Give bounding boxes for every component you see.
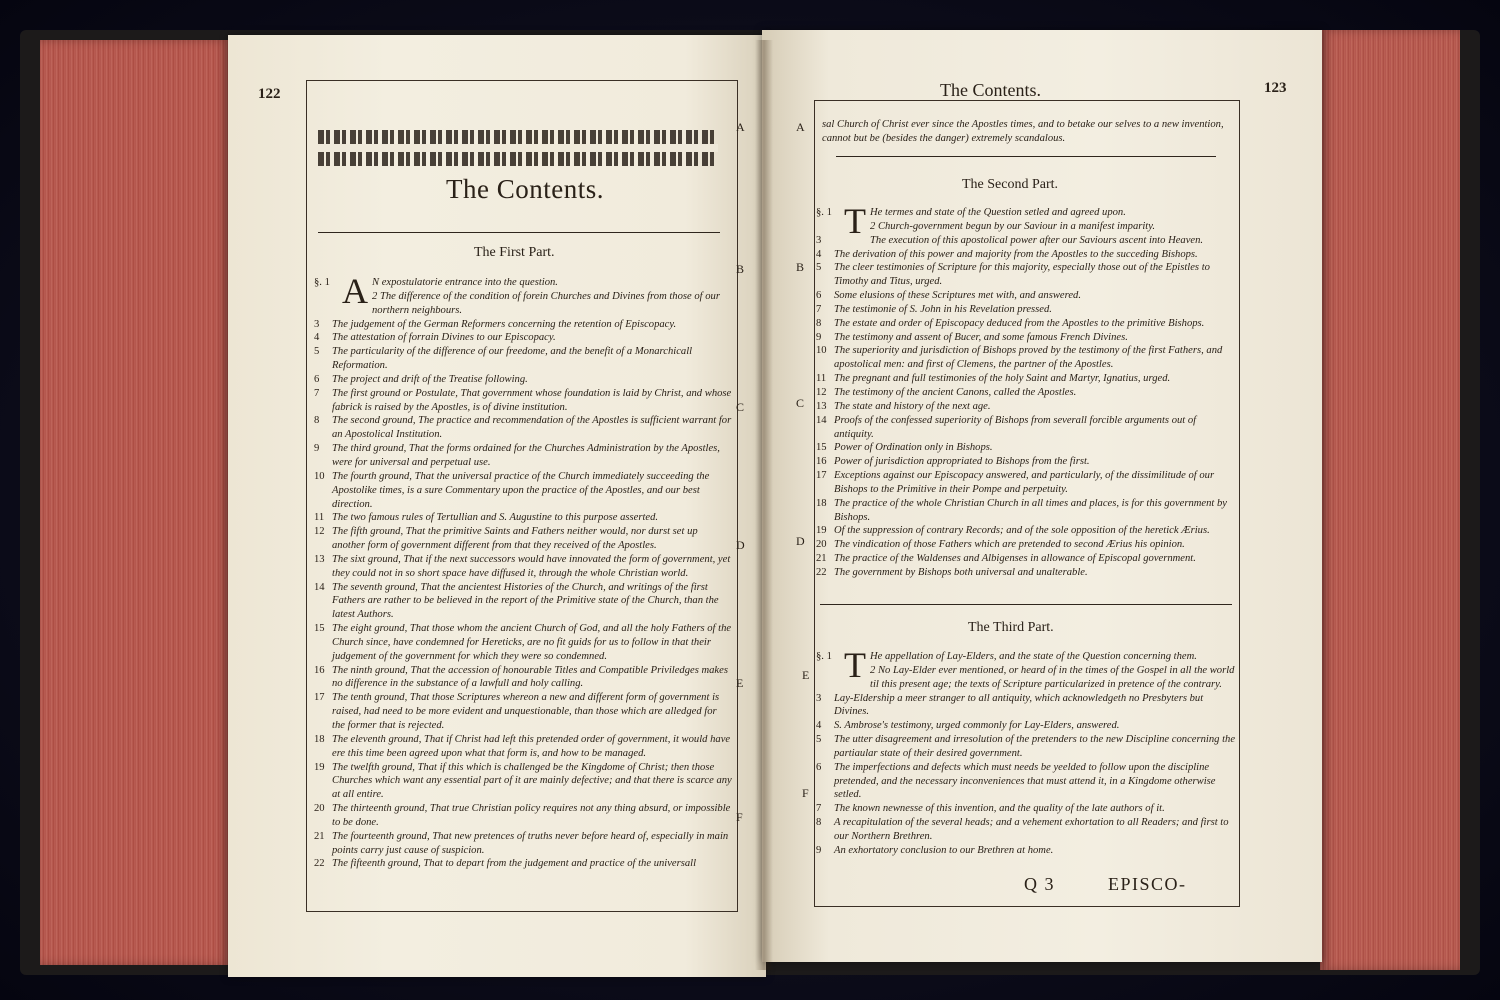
toc-entry xyxy=(310,414,732,442)
entry-number: 8 xyxy=(816,317,822,329)
toc-entry xyxy=(310,511,732,525)
entry-number: 14 xyxy=(816,414,827,426)
entry-text: The third ground, That the forms ordained for the Churches Administration by the Apostles, were for universal and perpetual use. xyxy=(332,443,720,468)
entry-text: The thirteenth ground, That true Christian policy requires not any thing absurd, or impossible to be done. xyxy=(332,803,731,828)
entry-text: 2 The difference of the condition of forein Churches and Divines from those of our northern neighbours. xyxy=(372,290,720,316)
entry-number: 16 xyxy=(816,456,827,468)
left-page-number: 122 xyxy=(258,86,281,102)
margin-letter-d: D xyxy=(736,538,745,552)
toc-entry xyxy=(812,400,1236,414)
toc-entry xyxy=(812,524,1236,538)
drop-cap: T xyxy=(844,201,866,241)
toc-entry xyxy=(310,373,732,387)
entry-text: The tenth ground, That those Scriptures whereon a new and different form of government is raised, had need to be more evident and unquestionable, than those which are alledged for the former that is rejected. xyxy=(332,692,720,731)
entry-number: 9 xyxy=(314,443,320,455)
entry-text: Lay-Eldership a meer stranger to all antiquity, which acknowledgeth no Presbyters but Divines. xyxy=(834,692,1204,718)
toc-entry xyxy=(812,816,1236,844)
toc-entry xyxy=(812,664,1236,692)
entry-number: 5 xyxy=(816,734,822,746)
contents-title: The Contents. xyxy=(446,174,604,204)
entry-number: 18 xyxy=(314,733,325,745)
entry-number: 4 xyxy=(314,332,320,344)
entry-number: 11 xyxy=(314,512,325,524)
toc-entry xyxy=(310,622,732,664)
entry-number: 12 xyxy=(314,526,325,538)
margin-letter-d-right: D xyxy=(796,534,805,548)
toc-entry xyxy=(310,761,732,803)
entry-text: The execution of this apostolical power after our Saviours ascent into Heaven. xyxy=(870,234,1204,246)
second-part-rule xyxy=(836,156,1216,157)
margin-letter-e-right: E xyxy=(802,668,810,682)
entry-number: 18 xyxy=(816,497,827,509)
entry-number: 10 xyxy=(816,345,827,357)
entry-number: 17 xyxy=(314,692,325,704)
first-part-entries xyxy=(310,271,732,871)
toc-entry xyxy=(812,455,1236,469)
toc-entry xyxy=(812,802,1236,816)
toc-entry xyxy=(310,802,732,830)
toc-entry xyxy=(812,692,1236,720)
toc-entry xyxy=(310,733,732,761)
margin-letter-b-right: B xyxy=(796,260,805,274)
toc-entry xyxy=(812,719,1236,733)
right-page-edges xyxy=(1320,30,1460,970)
toc-entry xyxy=(812,497,1236,525)
entry-text: The eleventh ground, That if Christ had left this pretended order of government, it would have ere this time been agreed upon what that form is, and how to be managed. xyxy=(332,733,731,759)
toc-entry xyxy=(812,344,1236,372)
entry-text: The imperfections and defects which must needs be yeelded to follow upon the discipline pretended, and the necessary inconveniences that must attend it, in a Kingdome otherwise setled. xyxy=(834,761,1216,801)
toc-entry xyxy=(310,691,732,733)
margin-letter-c: C xyxy=(736,400,745,414)
entry-text: The superiority and jurisdiction of Bishops proved by the testimony of the first Fathers, and apostolical men: and first of Clemens, the partner of the Apostles. xyxy=(834,345,1223,371)
signature-mark: Q 3 xyxy=(1024,874,1055,894)
entry-text: 2 No Lay-Elder ever mentioned, or heard of in the times of the Gospel in all the world til this present age; the texts of Scripture particularized in pretence of the contrary. xyxy=(870,664,1235,690)
entry-text: The particularity of the difference of our freedome, and the benefit of a Monarchicall Reformation. xyxy=(332,346,693,372)
toc-entry xyxy=(812,234,1236,248)
entry-text: The known newnesse of this invention, and the quality of the late authors of it. xyxy=(834,803,1165,815)
title-rule xyxy=(318,232,720,233)
entry-number: 6 xyxy=(816,290,822,302)
toc-entry xyxy=(812,441,1236,455)
entry-number: 3 xyxy=(816,234,822,246)
catchword: EPISCO- xyxy=(1108,874,1187,894)
right-page-number: 123 xyxy=(1264,80,1287,96)
drop-cap: A xyxy=(342,271,368,311)
entry-number: 6 xyxy=(314,373,320,385)
margin-letter-c-right: C xyxy=(796,396,805,410)
entry-number: 4 xyxy=(816,720,822,732)
entry-text: The seventh ground, That the ancientest Histories of the Church, and writings of the first Fathers are rather to be believed in the report of the Primitive state of the Church, than the latest Authors. xyxy=(332,581,719,621)
entry-text: The pregnant and full testimonies of the holy Saint and Martyr, Ignatius, urged. xyxy=(834,373,1171,385)
entry-number: 3 xyxy=(816,692,822,704)
entry-text: Exceptions against our Episcopacy answered, and particularly, of the dissimilitude of our Bishops to the Primitive in their Pompe and perpetuity. xyxy=(834,470,1215,495)
third-part-entries xyxy=(812,645,1236,858)
entry-number: 12 xyxy=(816,386,827,398)
entry-text: The first ground or Postulate, That government whose foundation is laid by Christ, and whose fabrick is raised by the Apostles, is of divine institution. xyxy=(332,387,732,413)
entry-text: The practice of the whole Christian Church in all times and places, is for this government by Bishops. xyxy=(834,497,1228,523)
entry-text: The sixt ground, That if the next successors would have innovated the form of government, yet they could not in so short space have diffused it, through the whole Christian world. xyxy=(332,553,731,579)
entry-text: The vindication of those Fathers which are pretended to second Ærius his opinion. xyxy=(834,539,1185,551)
entry-text: The second ground, The practice and recommendation of the Apostles is sufficient warrant for an Apostolical Institution. xyxy=(332,415,732,441)
entry-number: 21 xyxy=(816,553,827,565)
toc-entry xyxy=(310,290,732,318)
entry-text: Power of Ordination only in Bishops. xyxy=(834,442,993,454)
gutter-shadow xyxy=(755,40,773,970)
toc-entry xyxy=(812,331,1236,345)
toc-entry xyxy=(812,303,1236,317)
entry-text: The government by Bishops both universal and unalterable. xyxy=(834,566,1088,578)
entry-text: The fifth ground, That the primitive Saints and Fathers neither would, nor durst set up another form of government different from that they received of the Apostles. xyxy=(332,526,698,552)
entry-text: The ninth ground, That the accession of honourable Titles and Compatible Priviledges makes no difference in the substance of a lawfull and holy calling. xyxy=(332,664,728,690)
entry-number: 15 xyxy=(314,623,325,635)
toc-entry xyxy=(812,261,1236,289)
entry-text: Of the suppression of contrary Records; and of the sole opposition of the heretick Ærius. xyxy=(834,525,1210,537)
toc-entry xyxy=(310,331,732,345)
entry-number: 10 xyxy=(314,470,325,482)
entry-text: Some elusions of these Scriptures met with, and answered. xyxy=(834,290,1081,302)
margin-letter-a: A xyxy=(736,120,745,134)
entry-text: Power of jurisdiction appropriated to Bishops from the first. xyxy=(834,456,1090,468)
entry-text: The project and drift of the Treatise following. xyxy=(332,373,528,385)
toc-entry xyxy=(812,566,1236,580)
margin-letter-b: B xyxy=(736,262,745,276)
entry-text: The fifteenth ground, That to depart from the judgement and practice of the universall xyxy=(332,858,697,870)
entry-number: 3 xyxy=(314,318,320,330)
toc-entry xyxy=(812,414,1236,442)
entry-text: Proofs of the confessed superiority of Bishops from severall forcible arguments out of antiquity. xyxy=(834,414,1197,440)
entry-number: 19 xyxy=(816,525,827,537)
drop-cap: T xyxy=(844,645,866,685)
third-part-rule xyxy=(820,604,1232,605)
toc-entry xyxy=(812,538,1236,552)
toc-entry xyxy=(310,857,732,871)
toc-entry xyxy=(310,387,732,415)
entry-number: §. 1 xyxy=(314,277,330,288)
entry-number: 5 xyxy=(816,262,822,274)
entry-text: The judgement of the German Reformers concerning the retention of Episcopacy. xyxy=(332,318,677,330)
entry-number: 5 xyxy=(314,346,320,358)
margin-letter-e: E xyxy=(736,676,744,690)
entry-number: 17 xyxy=(816,470,827,482)
toc-entry xyxy=(812,761,1236,803)
entry-text: The eight ground, That those whom the ancient Church of God, and all the holy Fathers of the Church since, have condemned for Hereticks, are no fit guids for us to follow in that their judgement of the government for which they were so condemned. xyxy=(332,623,732,662)
toc-entry xyxy=(812,289,1236,303)
entry-text: The fourteenth ground, That new pretences of truths never before heard of, especially in main points carry just cause of suspicion. xyxy=(332,830,729,856)
toc-entry xyxy=(812,372,1236,386)
entry-text: The two famous rules of Tertullian and S. Augustine to this purpose asserted. xyxy=(332,512,659,524)
toc-entry xyxy=(310,830,732,858)
entry-number: 16 xyxy=(314,664,325,676)
toc-entry xyxy=(310,470,732,512)
entry-text: The cleer testimonies of Scripture for this majority, especially those out of the Epistles to Timothy and Titus, urged. xyxy=(834,262,1210,288)
entry-text: The attestation of forrain Divines to our Episcopacy. xyxy=(332,332,556,344)
toc-entry xyxy=(812,248,1236,262)
entry-text: N expostulatorie entrance into the question. xyxy=(372,277,558,288)
toc-entry xyxy=(310,664,732,692)
margin-letter-f-right: F xyxy=(802,786,809,800)
entry-text: The testimonie of S. John in his Revelation pressed. xyxy=(834,303,1052,315)
entry-number: 6 xyxy=(816,761,822,773)
entry-number: 22 xyxy=(816,566,827,578)
carryover-text: sal Church of Christ ever since the Apostles times, and to betake our selves to a new invention, cannot but be (besides the danger) extremely scandalous. xyxy=(822,119,1224,144)
entry-text: 2 Church-government begun by our Saviour in a manifest imparity. xyxy=(870,220,1156,232)
margin-letter-f: F xyxy=(736,810,743,824)
entry-number: 8 xyxy=(314,415,320,427)
entry-number: 14 xyxy=(314,581,325,593)
toc-entry xyxy=(310,345,732,373)
entry-number: 9 xyxy=(816,331,822,343)
second-part-title: The Second Part. xyxy=(962,177,1059,192)
toc-entry xyxy=(812,386,1236,400)
third-part-title: The Third Part. xyxy=(968,620,1054,635)
entry-number: 9 xyxy=(816,844,822,856)
entry-number: 13 xyxy=(816,400,827,412)
toc-entry xyxy=(812,220,1236,234)
entry-text: He termes and state of the Question setled and agreed upon. xyxy=(870,207,1126,218)
entry-number: 20 xyxy=(816,539,827,551)
toc-entry xyxy=(310,442,732,470)
toc-entry xyxy=(812,844,1236,858)
entry-number: 8 xyxy=(816,817,822,829)
entry-text: A recapitulation of the several heads; and a vehement exhortation to all Readers; and first to our Northern Brethren. xyxy=(834,817,1229,842)
toc-entry xyxy=(310,525,732,553)
entry-number: 21 xyxy=(314,830,325,842)
entry-text: The state and history of the next age. xyxy=(834,400,991,412)
entry-number: 7 xyxy=(816,803,822,815)
entry-text: The testimony of the ancient Canons, called the Apostles. xyxy=(834,386,1077,398)
entry-text: The fourth ground, That the universal practice of the Church immediately succeeding the Apostolike times, is a sure Commentary upon the practice of the Apostles, and our best direction. xyxy=(332,470,710,510)
entry-number: 7 xyxy=(816,303,822,315)
left-page-edges xyxy=(40,40,230,965)
entry-text: S. Ambrose's testimony, urged commonly for Lay-Elders, answered. xyxy=(834,720,1120,732)
toc-entry xyxy=(812,733,1236,761)
entry-number: §. 1 xyxy=(816,651,832,662)
toc-entry xyxy=(310,581,732,623)
toc-entry xyxy=(812,552,1236,566)
toc-entry xyxy=(812,317,1236,331)
entry-number: 7 xyxy=(314,387,320,399)
entry-text: The derivation of this power and majority from the Apostles to the succeding Bishops. xyxy=(834,248,1198,260)
toc-entry xyxy=(812,469,1236,497)
entry-number: §. 1 xyxy=(816,207,832,218)
running-head: The Contents. xyxy=(940,80,1041,100)
first-part-title: The First Part. xyxy=(474,245,555,260)
entry-number: 15 xyxy=(816,442,827,454)
entry-number: 20 xyxy=(314,803,325,815)
entry-text: An exhortatory conclusion to our Brethren at home. xyxy=(834,844,1054,856)
entry-number: 11 xyxy=(816,373,827,385)
entry-number: 4 xyxy=(816,248,822,260)
margin-letter-a-right: A xyxy=(796,120,805,134)
ornament-band xyxy=(318,130,718,166)
entry-text: The utter disagreement and irresolution of the pretenders to the new Discipline concerning the partiaular state of their desired government. xyxy=(834,734,1236,759)
entry-number: 19 xyxy=(314,761,325,773)
entry-text: The twelfth ground, That if this which is challenged be the Kingdome of Christ; then those Churches which want any essential part of it are mainly defective; and that there is scarce any at all entire. xyxy=(332,761,732,801)
entry-number: 22 xyxy=(314,858,325,870)
second-part-entries xyxy=(812,201,1236,580)
entry-text: The testimony and assent of Bucer, and some famous French Divines. xyxy=(834,331,1128,343)
toc-entry xyxy=(310,553,732,581)
entry-number: 13 xyxy=(314,553,325,565)
entry-text: He appellation of Lay-Elders, and the state of the Question concerning them. xyxy=(870,651,1197,662)
entry-text: The estate and order of Episcopacy deduced from the Apostles to the primitive Bishops. xyxy=(834,317,1205,329)
toc-entry xyxy=(310,318,732,332)
entry-text: The practice of the Waldenses and Albigenses in allowance of Episcopal government. xyxy=(834,553,1196,565)
